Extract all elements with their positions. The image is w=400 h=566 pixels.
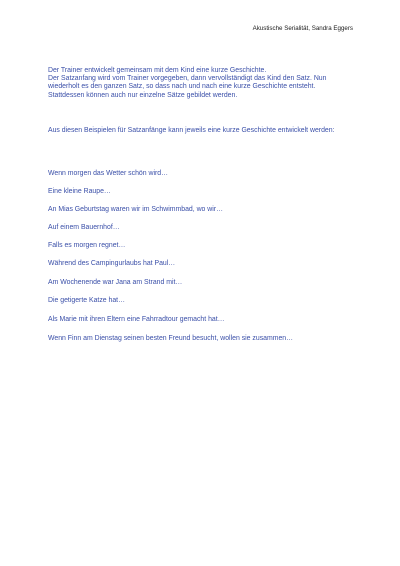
sentence-starter: Eine kleine Raupe… <box>48 188 111 195</box>
sentence-starter: Wenn morgen das Wetter schön wird… <box>48 170 169 177</box>
intro-paragraph <box>48 67 358 100</box>
sentence-starter: Wenn Finn am Dienstag seinen besten Freund besucht, wollen sie zusammen… <box>48 335 294 342</box>
intro-line: Der Trainer entwickelt gemeinsam mit dem Kind eine kurze Geschichte. <box>48 67 267 74</box>
sentence-starter: Falls es morgen regnet… <box>48 242 126 249</box>
sentence-starter: Am Wochenende war Jana am Strand mit… <box>48 279 183 286</box>
sentence-starter: Die getigerte Katze hat… <box>48 297 125 304</box>
intro-line: Der Satzanfang wird vom Trainer vorgegeben, dann vervollständigt das Kind den Satz. Nun wiederholt es den ganzen Satz, so dass nach und nach eine kurze Geschichte entsteht. <box>48 75 327 91</box>
sentence-starter: An Mias Geburtstag waren wir im Schwimmbad, wo wir… <box>48 206 223 213</box>
lead-text: Aus diesen Beispielen für Satzanfänge kann jeweils eine kurze Geschichte entwickelt werden: <box>48 127 335 134</box>
sentence-starter: Während des Campingurlaubs hat Paul… <box>48 260 176 267</box>
sentence-starter: Als Marie mit ihren Eltern eine Fahrradtour gemacht hat… <box>48 316 225 323</box>
sentence-starter: Auf einem Bauernhof… <box>48 224 120 231</box>
running-header: Akustische Serialität, Sandra Eggers <box>252 25 353 32</box>
lead-paragraph <box>48 127 358 135</box>
intro-line: Stattdessen können auch nur einzelne Sätze gebildet werden. <box>48 91 238 99</box>
